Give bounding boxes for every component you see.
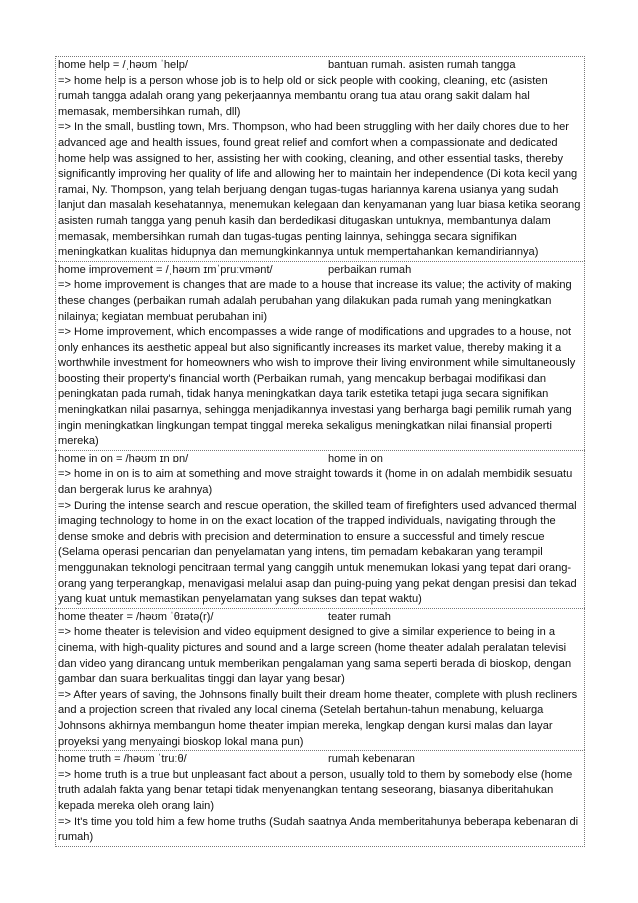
example-text: => Home improvement, which encompasses a wide range of modifications and upgrades to a house, not only enhances its aesthetic appeal but also significantly increases its market value, thereby making it a worthwhile investment for homeowners who wish to improve their living environment while simultaneously boosting their property's financial worth (Perbaikan rumah, yang mencakup berbagai modifikasi dan peningkatan pada rumah, tidak hanya meningkatkan daya tarik estetika tetapi juga secara signifikan meningkatkan nilai pasarnya, sehingga menjadikannya investasi yang berharga bagi pemilik rumah yang ingin meningkatkan lingkungan tempat tinggal mereka sekaligus meningkatkan nilai finansial properti mereka) bbox=[58, 326, 576, 448]
term-translation: rumah kebenaran bbox=[328, 753, 415, 766]
term-pronunciation: home theater = /həʊm ˈθɪətə(r)/ bbox=[58, 610, 214, 623]
definition-text: => home help is a person whose job is to help old or sick people with cooking, cleaning, etc (asisten rumah tangga adalah orang yang pekerjaannya membantu orang tua atau orang sakit dalam hal memasak, membersihkan rumah, dll) bbox=[58, 74, 548, 118]
example-text: => In the small, bustling town, Mrs. Thompson, who had been struggling with her daily chores due to her advanced age and health issues, found great relief and comfort when a compassionate and dedicated home help was assigned to her, assisting her with cooking, cleaning, and other essential tasks, thereby significantly improving her quality of life and allowing her to maintain her independence (Di kota kecil yang ramai, Ny. Thompson, yang telah berjuang dengan tugas-tugas hariannya karena usianya yang sudah lanjut dan masalah kesehatannya, menemukan kelegaan dan kenyamanan yang luar biasa ketika seorang asisten rumah tangga yang penuh kasih dan berdedikasi ditugaskan untuknya, membantunya dalam memasak, membersihkan rumah dan tugas-tugas penting lainnya, sehingga secara signifikan meningkatkan kualitas hidupnya dan memungkinkannya untuk mempertahankan kemandiriannya) bbox=[58, 121, 581, 259]
entry-home-truth bbox=[55, 750, 585, 847]
entry-header bbox=[58, 58, 582, 74]
entry-header bbox=[58, 452, 582, 468]
term-translation: bantuan rumah. asisten rumah tangga bbox=[328, 59, 516, 71]
entry-header bbox=[58, 610, 582, 626]
term-pronunciation: home truth = /həʊm ˈtruːθ/ bbox=[58, 753, 187, 766]
term-translation: home in on bbox=[328, 452, 383, 465]
example-text: => It's time you told him a few home truths (Sudah saatnya Anda memberitahunya beberapa kebenaran di rumah) bbox=[58, 815, 579, 844]
term-translation: perbaikan rumah bbox=[328, 263, 412, 276]
term-translation: teater rumah bbox=[328, 610, 391, 623]
definition-text: => home improvement is changes that are made to a house that increase its value; the activity of making these changes (perbaikan rumah adalah perubahan yang dilakukan pada rumah yang meningkatkan nilainya; kegiatan membuat perubahan ini) bbox=[58, 279, 572, 323]
definition-text: => home theater is television and video equipment designed to give a similar experience to being in a cinema, with high-quality pictures and sound and a large screen (home theater adalah peralatan televisi dan video yang dirancang untuk memberikan pengalaman yang sama seperti berada di bioskop, dengan gambar dan suara berkualitas tinggi dan layar yang besar) bbox=[58, 626, 572, 686]
definition-text: => home truth is a true but unpleasant fact about a person, usually told to them by somebody else (home truth adalah fakta yang benar tetapi tidak menyenangkan tentang seseorang, biasanya diberitahukan kepada mereka oleh orang lain) bbox=[58, 768, 573, 812]
example-text: => During the intense search and rescue operation, the skilled team of firefighters used advanced thermal imaging technology to home in on the exact location of the trapped individuals, navigating through the dense smoke and debris with precision and determination to ensure a successful and timely rescue (Selama operasi pencarian dan penyelamatan yang intens, tim pemadam kebakaran yang terampil menggunakan teknologi pencitraan termal yang canggih untuk menemukan lokasi yang tepat dari orang-orang yang terperangkap, menavigasi melalui asap dan puing-puing yang pekat dengan presisi dan tekad yang kuat untuk memastikan penyelamatan yang sukses dan tepat waktu) bbox=[58, 499, 577, 606]
entry-home-theater bbox=[55, 608, 585, 750]
entry-home-in-on bbox=[55, 450, 585, 608]
entry-header bbox=[58, 263, 582, 279]
entry-header bbox=[58, 752, 582, 768]
entry-home-improvement bbox=[55, 261, 585, 450]
term-pronunciation: home improvement = /ˌhəʊm ɪmˈpruːvmənt/ bbox=[58, 263, 273, 276]
term-pronunciation: home help = /ˌhəʊm ˈhelp/ bbox=[58, 59, 188, 71]
example-text: => After years of saving, the Johnsons finally built their dream home theater, complete with plush recliners and a projection screen that rivaled any local cinema (Setelah bertahun-tahun menabung, keluarga Johnsons akhirnya membangun home theater impian mereka, lengkap dengan kursi malas dan layar proyeksi yang menyaingi bioskop lokal mana pun) bbox=[58, 688, 578, 748]
term-pronunciation: home in on = /həʊm ɪn ɒn/ bbox=[58, 452, 189, 465]
vocabulary-document bbox=[55, 56, 585, 847]
definition-text: => home in on is to aim at something and move straight towards it (home in on adalah membidik sesuatu dan bergerak lurus ke arahnya) bbox=[58, 468, 573, 497]
entry-home-help bbox=[55, 56, 585, 261]
